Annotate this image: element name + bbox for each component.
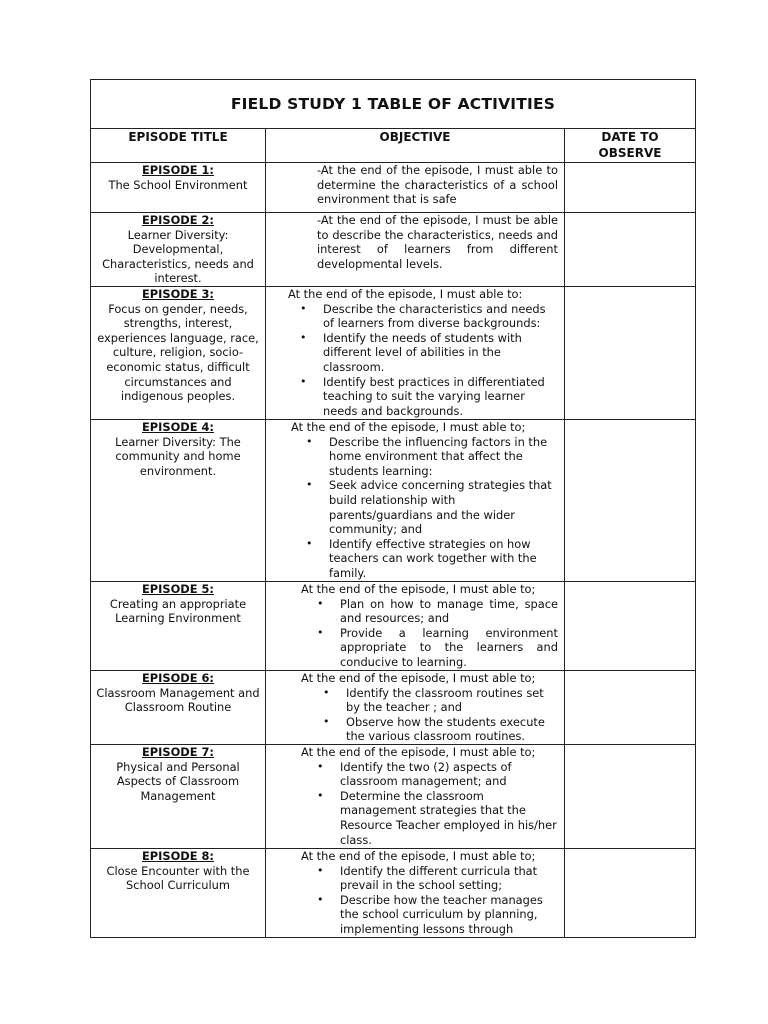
objective-item xyxy=(266,331,558,375)
objective-intro: At the end of the episode, I must able to; xyxy=(291,420,526,434)
header-row xyxy=(91,129,696,163)
episode-title: Physical and Personal Aspects of Classroom Management xyxy=(116,759,240,803)
header-date-to-observe xyxy=(565,129,696,163)
objective-intro: -At the end of the episode, I must be able to describe the characteristics, needs and interest of learners from different developmental levels. xyxy=(317,213,558,271)
episode-title: The School Environment xyxy=(108,177,248,192)
episode-title-cell xyxy=(91,287,266,420)
objective-intro: At the end of the episode, I must able to; xyxy=(301,849,536,863)
objective-cell xyxy=(266,213,565,287)
episode-title: Learner Diversity: The community and home environment. xyxy=(115,434,241,478)
objective-cell xyxy=(266,420,565,582)
bullet-icon: • xyxy=(300,330,307,344)
objective-list xyxy=(266,302,558,419)
objective-intro: At the end of the episode, I must able to; xyxy=(301,745,536,759)
objective-list xyxy=(266,760,558,848)
objective-intro: At the end of the episode, I must able to; xyxy=(301,671,536,685)
objective-cell xyxy=(266,582,565,671)
objective-item-text: Identify the two (2) aspects of classroom management; and xyxy=(340,759,512,789)
objective-item-text: Describe the characteristics and needs of learners from diverse backgrounds: xyxy=(323,301,546,331)
objective-item-text: Describe the influencing factors in the home environment that affect the students learning: xyxy=(329,434,548,478)
objective-item xyxy=(266,597,558,626)
objective-item xyxy=(266,760,558,789)
episode-label: EPISODE 6: xyxy=(142,671,214,685)
episode-title: Close Encounter with the School Curriculum xyxy=(106,863,250,893)
header-objective: OBJECTIVE xyxy=(266,129,565,163)
date-to-observe-cell[interactable] xyxy=(565,671,696,745)
episode-rows xyxy=(91,163,696,938)
episode-title-cell xyxy=(91,582,266,671)
activities-table xyxy=(90,79,696,938)
objective-intro: At the end of the episode, I must able to: xyxy=(288,287,523,301)
objective-item xyxy=(266,789,558,847)
episode-title: Classroom Management and Classroom Routine xyxy=(96,685,260,715)
episode-row xyxy=(91,582,696,671)
episode-title-cell xyxy=(91,745,266,849)
objective-item-text: Identify the classroom routines set by the teacher ; and xyxy=(346,685,544,715)
date-to-observe-cell[interactable] xyxy=(565,745,696,849)
bullet-icon: • xyxy=(306,536,313,550)
objective-item xyxy=(266,302,558,331)
episode-row xyxy=(91,287,696,420)
date-to-observe-cell[interactable] xyxy=(565,287,696,420)
objective-intro: -At the end of the episode, I must able to determine the characteristics of a school environment that is safe xyxy=(317,163,558,207)
document-title: FIELD STUDY 1 TABLE OF ACTIVITIES xyxy=(91,80,696,129)
episode-title-cell xyxy=(91,849,266,938)
objective-item xyxy=(266,686,558,715)
objective-list xyxy=(266,864,558,937)
episode-row xyxy=(91,420,696,582)
date-to-observe-cell[interactable] xyxy=(565,849,696,938)
bullet-icon: • xyxy=(323,714,330,728)
bullet-icon: • xyxy=(300,374,307,388)
objective-item xyxy=(266,864,558,893)
episode-label: EPISODE 4: xyxy=(142,420,214,434)
episode-row xyxy=(91,163,696,213)
objective-item xyxy=(266,375,558,419)
objective-item-text: Identify effective strategies on how teachers can work together with the family. xyxy=(329,536,537,580)
episode-title: Learner Diversity: Developmental, Characteristics, needs and interest. xyxy=(102,227,254,286)
objective-item xyxy=(266,435,558,479)
bullet-icon: • xyxy=(317,788,324,802)
episode-title-cell xyxy=(91,213,266,287)
episode-label: EPISODE 5: xyxy=(142,582,214,596)
objective-item-text: Identify best practices in differentiated teaching to suit the varying learner needs and backgrounds. xyxy=(323,374,545,418)
header-date-line1: DATE TO xyxy=(601,130,659,144)
objective-item xyxy=(266,478,558,536)
episode-label: EPISODE 2: xyxy=(142,213,214,227)
header-date-line2: OBSERVE xyxy=(598,145,662,160)
episode-row xyxy=(91,849,696,938)
bullet-icon: • xyxy=(317,596,324,610)
objective-cell xyxy=(266,287,565,420)
episode-title-cell xyxy=(91,671,266,745)
bullet-icon: • xyxy=(317,863,324,877)
bullet-icon: • xyxy=(317,625,324,639)
bullet-icon: • xyxy=(306,434,313,448)
objective-item xyxy=(266,537,558,581)
episode-label: EPISODE 7: xyxy=(142,745,214,759)
episode-title-cell xyxy=(91,163,266,213)
objective-item-text: Describe how the teacher manages the school curriculum by planning, implementing lessons through xyxy=(340,892,543,936)
bullet-icon: • xyxy=(317,759,324,773)
objective-item xyxy=(266,715,558,744)
episode-row xyxy=(91,745,696,849)
objective-item-text: Identify the different curricula that prevail in the school setting; xyxy=(340,863,538,893)
objective-list xyxy=(266,597,558,670)
bullet-icon: • xyxy=(323,685,330,699)
objective-list xyxy=(266,435,558,581)
objective-item-text: Provide a learning environment appropriate to the learners and conducive to learning. xyxy=(340,625,558,669)
objective-item-text: Seek advice concerning strategies that build relationship with parents/guardians and the wider community; and xyxy=(329,478,552,537)
objective-cell xyxy=(266,745,565,849)
episode-label: EPISODE 8: xyxy=(142,849,214,863)
episode-row xyxy=(91,671,696,745)
date-to-observe-cell[interactable] xyxy=(565,582,696,671)
objective-item-text: Plan on how to manage time, space and resources; and xyxy=(340,596,558,626)
objective-cell xyxy=(266,163,565,213)
objective-cell xyxy=(266,849,565,938)
title-row xyxy=(91,80,696,129)
objective-item-text: Observe how the students execute the various classroom routines. xyxy=(346,714,545,744)
bullet-icon: • xyxy=(317,892,324,906)
episode-title: Creating an appropriate Learning Environment xyxy=(109,596,247,626)
episode-label: EPISODE 1: xyxy=(142,163,214,177)
bullet-icon: • xyxy=(300,301,307,315)
objective-item-text: Determine the classroom management strategies that the Resource Teacher employed in his/her class. xyxy=(340,788,557,847)
bullet-icon: • xyxy=(306,478,313,492)
objective-item xyxy=(266,626,558,670)
objective-item xyxy=(266,893,558,937)
episode-label: EPISODE 3: xyxy=(142,287,214,301)
date-to-observe-cell[interactable] xyxy=(565,420,696,582)
objective-cell xyxy=(266,671,565,745)
episode-title: Focus on gender, needs, strengths, interest, experiences language, race, culture, religion, socio-economic status, difficult circumstances and indigenous peoples. xyxy=(97,301,259,404)
episode-row xyxy=(91,213,696,287)
objective-item-text: Identify the needs of students with different level of abilities in the classroom. xyxy=(323,330,522,374)
episode-title-cell xyxy=(91,420,266,582)
objective-list xyxy=(266,686,558,744)
objective-intro: At the end of the episode, I must able to; xyxy=(301,582,536,596)
header-episode-title: EPISODE TITLE xyxy=(91,129,266,163)
date-to-observe-cell[interactable] xyxy=(565,163,696,213)
date-to-observe-cell[interactable] xyxy=(565,213,696,287)
